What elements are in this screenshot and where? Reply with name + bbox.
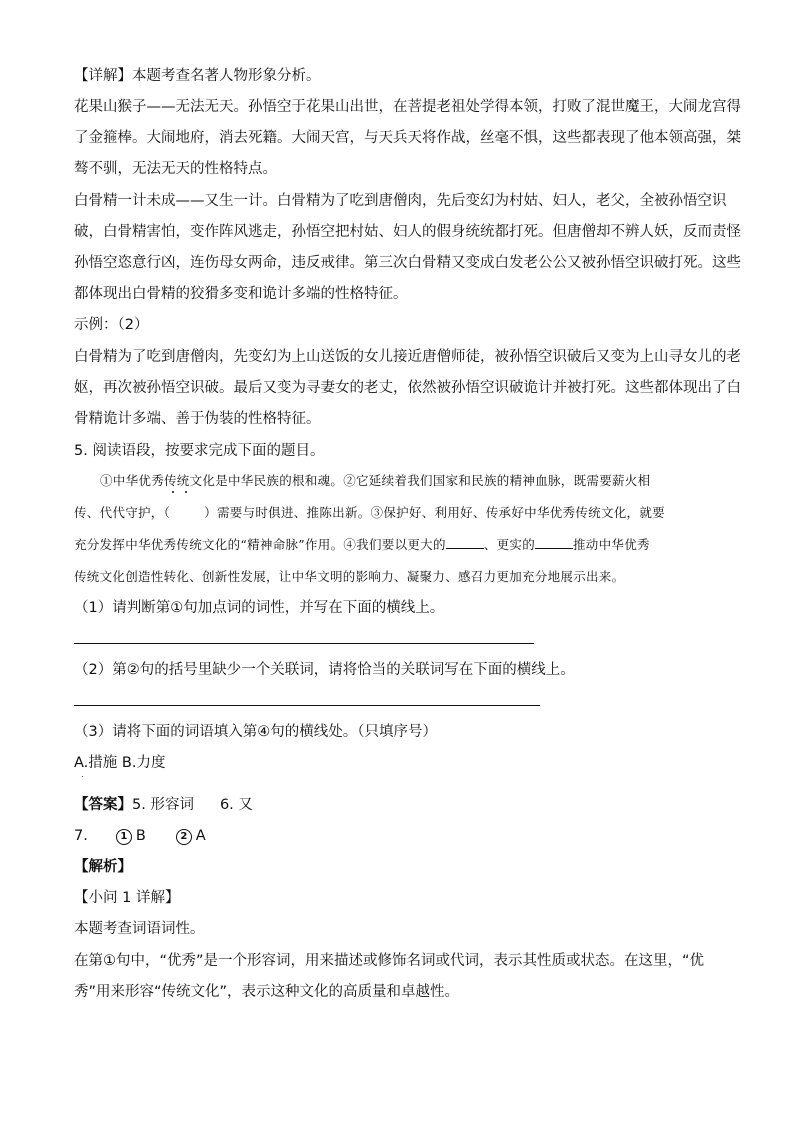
answer-line [74, 705, 540, 706]
paragraph-line: 白骨精一计未成——又生一计。白骨精为了吃到唐僧肉，先后变幻为村姑、妇人，老父，全被孙悟空识 [74, 193, 727, 209]
detail-heading: 【详解】本题考查名著人物形象分析。 [74, 68, 321, 84]
paragraph-line: 孙悟空恣意行凶，连伤母女两命，违反戒律。第三次白骨精又变成白发老公公又被孙悟空识破打死。这些 [74, 255, 741, 271]
paragraph-line: 破，白骨精害怕，变作阵风逃走，孙悟空把村姑、妇人的假身统统都打死。但唐僧却不辨人妖，反而责怪 [74, 224, 741, 240]
paragraph-line: 在第①句中，“优秀”是一个形容词，用来描述或修饰名词或代词，表示其性质或状态。在这里，“优 [74, 953, 705, 969]
passage-line-2-a: 传、代代守护，（ [74, 505, 171, 520]
passage-line-4: 传统文化创造性转化、创新性发展，让中华文明的影响力、凝聚力、感召力更加充分地展示出来。 [74, 569, 625, 584]
passage-line-3-b: 、更实的 [483, 537, 535, 552]
analysis-label: 【解析】 [74, 859, 132, 875]
passage-line-3-c: 推动中华优秀 [573, 537, 650, 552]
passage-line-2 [74, 503, 665, 523]
answer-7-b: A [195, 828, 206, 844]
example-label: 示例：（2） [74, 317, 149, 333]
answer-5: 5. 形容词 [132, 797, 194, 813]
paragraph-line: 花果山猴子——无法无天。孙悟空于花果山出世，在菩提老祖处学得本领，打败了混世魔王，大闹龙宫得 [74, 99, 741, 115]
paragraph-line: 秀”用来形容“传统文化”，表示这种文化的高质量和卓越性。 [74, 984, 460, 1000]
answer-row [74, 795, 253, 815]
emphasis-dot [172, 491, 174, 493]
paragraph-line: 妪，再次被孙悟空识破。最后又变为寻妻女的老丈，依然被孙悟空识破诡计并被打死。这些都体现出了白 [74, 380, 741, 396]
answer-label: 【答案】 [74, 797, 132, 813]
paragraph-line: 了金箍棒。大闹地府，消去死籍。大闹天宫，与天兵天将作战，丝毫不惧，这些都表现了他本领高强，桀 [74, 130, 741, 146]
answer-7-a: B [135, 828, 146, 844]
sub1-line: 本题考查词语词性。 [74, 921, 205, 937]
blank-line [446, 536, 484, 549]
passage-line-3 [74, 535, 650, 555]
passage-line-2-b: ）需要与时俱进、推陈出新。③保护好、利用好、传承好中华优秀传统文化，就要 [204, 505, 665, 520]
answer-line [74, 643, 534, 644]
passage-line-1: ①中华优秀传统文化是中华民族的根和魂。②它延续着我们国家和民族的精神血脉，既需要薪火相 [100, 473, 651, 488]
options: A.措施 B.力度 [74, 755, 166, 771]
sub1-label: 【小问 1 详解】 [74, 890, 180, 906]
stray-dot [82, 776, 83, 777]
sub-question-2: （2）第②句的括号里缺少一个关联词，请将恰当的关联词写在下面的横线上。 [74, 662, 575, 678]
circled-number: 2 [176, 829, 192, 845]
question-5-title: 5. 阅读语段，按要求完成下面的题目。 [74, 443, 325, 459]
passage-line-3-a: 充分发挥中华优秀传统文化的“精神命脉”作用。④我们要以更大的 [74, 537, 446, 552]
answer-6: 6. 又 [219, 797, 253, 813]
paragraph-line: 都体现出白骨精的狡猾多变和诡计多端的性格特征。 [74, 286, 408, 302]
paragraph-line: 骜不驯，无法无天的性格特点。 [74, 161, 277, 177]
paragraph-line: 骨精诡计多端、善于伪装的性格特征。 [74, 411, 321, 427]
circled-number: 1 [116, 829, 132, 845]
paragraph-line: 白骨精为了吃到唐僧肉，先变幻为上山送饭的女儿接近唐僧师徒，被孙悟空识破后又变为上山寻女儿的老 [74, 349, 741, 365]
answer-7-row [74, 826, 206, 846]
sub-question-3: （3）请将下面的词语填入第④句的横线处。（只填序号） [74, 724, 437, 740]
sub-question-1: （1）请判断第①句加点词的词性，并写在下面的横线上。 [74, 600, 445, 616]
blank-line [535, 536, 573, 549]
answer-7-number: 7. [74, 828, 88, 844]
emphasis-dot [185, 491, 187, 493]
